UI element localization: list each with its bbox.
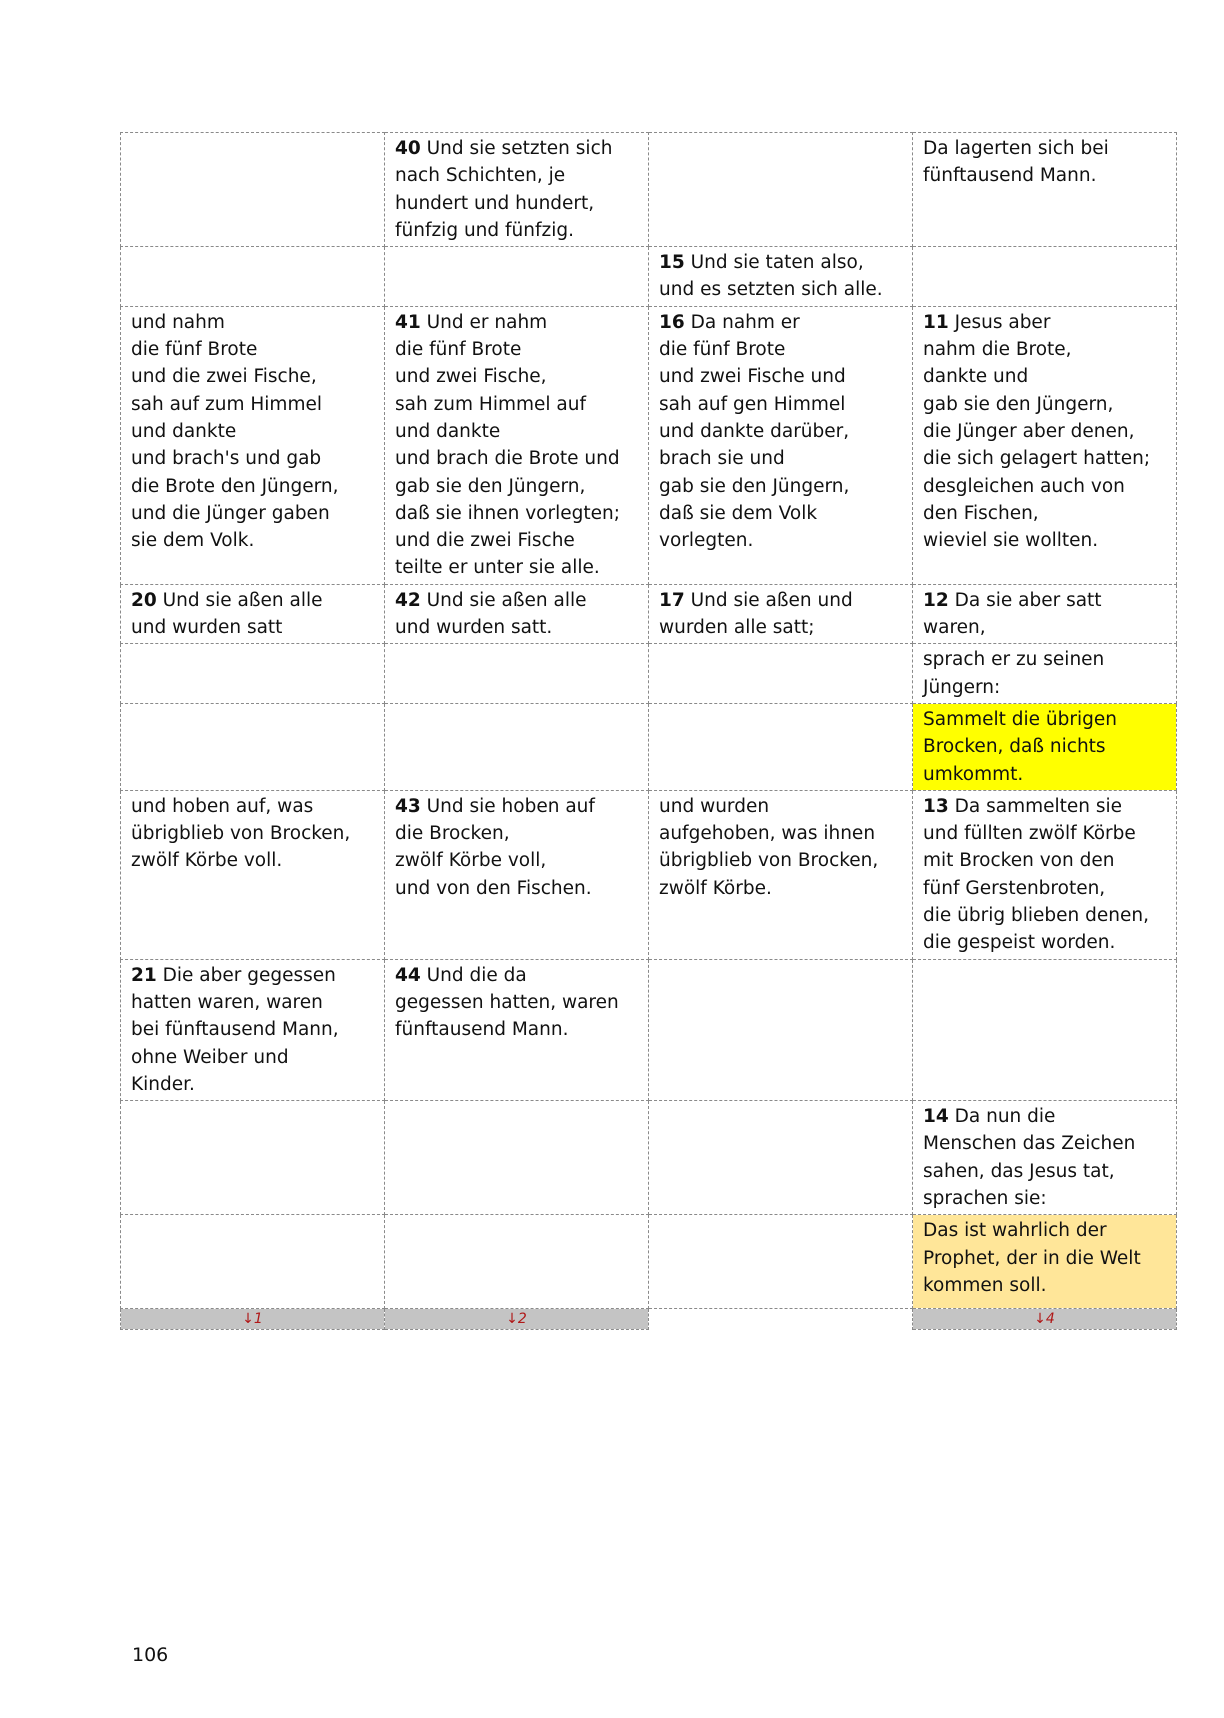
table-cell <box>121 703 385 790</box>
table-cell <box>121 133 385 247</box>
table-cell <box>121 584 385 644</box>
table-row <box>121 790 1177 959</box>
table-cell <box>913 790 1177 959</box>
table-cell <box>649 790 913 959</box>
verse-text: und wurden aufgehoben, was ihnen übrigblieb von Brocken, zwölf Körbe. <box>659 795 879 899</box>
synopsis-body <box>121 133 1177 1330</box>
table-cell <box>913 959 1177 1100</box>
table-cell <box>913 584 1177 644</box>
table-row <box>121 133 1177 247</box>
verse-number: 43 <box>395 795 421 817</box>
verse-number: 16 <box>659 311 685 333</box>
verse-text: Und er nahm die fünf Brote und zwei Fische, sah zum Himmel auf und dankte und brach die Brote und gab sie den Jüngern, daß sie ihnen vorlegten; und die zwei Fische teilte er unter sie alle. <box>395 311 620 579</box>
verse-text: Und sie taten also, und es setzten sich alle. <box>659 252 883 301</box>
table-row <box>121 584 1177 644</box>
table-cell <box>913 247 1177 307</box>
verse-text: Und sie aßen und wurden alle satt; <box>659 589 853 639</box>
verse-text: Das ist wahrlich der Prophet, der in die Welt kommen soll. <box>923 1220 1141 1296</box>
table-cell <box>121 790 385 959</box>
verse-text: und hoben auf, was übrigblieb von Brocken, zwölf Körbe voll. <box>131 795 351 872</box>
table-cell <box>385 703 649 790</box>
table-cell <box>385 247 649 307</box>
table-cell <box>649 1215 913 1309</box>
table-cell <box>649 1101 913 1215</box>
verse-text: Jesus aber nahm die Brote, dankte und gab sie den Jüngern, die Jünger aber denen, die sich gelagert hatten; desgleichen auch von den Fischen, wieviel sie wollten. <box>923 311 1151 552</box>
table-cell <box>649 959 913 1100</box>
verse-text: Da sammelten sie und füllten zwölf Körbe mit Brocken von den fünf Gerstenbroten, die übrig blieben denen, die gespeist worden. <box>923 795 1149 954</box>
table-cell <box>649 306 913 584</box>
table-cell <box>649 584 913 644</box>
verse-number: 20 <box>131 589 157 611</box>
table-cell <box>385 584 649 644</box>
table-cell <box>649 133 913 247</box>
table-cell <box>385 133 649 247</box>
verse-number: 17 <box>659 589 685 611</box>
table-row <box>121 1215 1177 1309</box>
nav-row <box>121 1309 1177 1330</box>
verse-text: Da lagerten sich bei fünftausend Mann. <box>923 138 1109 187</box>
table-cell <box>649 703 913 790</box>
table-row <box>121 306 1177 584</box>
table-cell <box>649 644 913 704</box>
table-row <box>121 644 1177 704</box>
verse-text: Die aber gegessen hatten waren, waren bei fünftausend Mann, ohne Weiber und Kinder. <box>131 964 339 1095</box>
table-cell <box>913 133 1177 247</box>
table-cell <box>121 644 385 704</box>
verse-number: 13 <box>923 795 949 817</box>
verse-text: Sammelt die übrigen Brocken, daß nichts umkommt. <box>923 708 1117 785</box>
table-cell <box>385 644 649 704</box>
verse-number: 41 <box>395 311 421 333</box>
table-cell <box>121 959 385 1100</box>
continue-link[interactable]: ↓4 <box>913 1309 1177 1330</box>
table-cell <box>121 1215 385 1309</box>
synopsis-table <box>120 132 1177 1330</box>
table-cell <box>913 1101 1177 1215</box>
verse-number: 21 <box>131 964 157 986</box>
table-row <box>121 1101 1177 1215</box>
verse-number: 11 <box>923 311 949 333</box>
verse-text: Und sie hoben auf die Brocken, zwölf Körbe voll, und von den Fischen. <box>395 795 595 899</box>
table-cell <box>649 247 913 307</box>
verse-text: sprach er zu seinen Jüngern: <box>923 649 1105 698</box>
verse-number: 40 <box>395 138 421 159</box>
nav-empty-cell <box>649 1309 913 1330</box>
verse-number: 12 <box>923 589 949 611</box>
page-number: 106 <box>132 1644 169 1666</box>
verse-text: und nahm die fünf Brote und die zwei Fische, sah auf zum Himmel und dankte und brach's und gab die Brote den Jüngern, und die Jünger gaben sie dem Volk. <box>131 311 339 552</box>
table-cell <box>121 1101 385 1215</box>
table-cell <box>385 959 649 1100</box>
continue-link[interactable]: ↓1 <box>121 1309 385 1330</box>
verse-text: Da sie aber satt waren, <box>923 589 1102 639</box>
table-row <box>121 959 1177 1100</box>
table-cell <box>385 1101 649 1215</box>
verse-text: Und sie setzten sich nach Schichten, je hundert und hundert, fünfzig und fünfzig. <box>395 138 613 241</box>
verse-text: Da nun die Menschen das Zeichen sahen, das Jesus tat, sprachen sie: <box>923 1106 1136 1209</box>
table-cell <box>121 247 385 307</box>
table-cell <box>913 703 1177 790</box>
table-cell <box>913 1215 1177 1309</box>
verse-text: Und die da gegessen hatten, waren fünftausend Mann. <box>395 964 619 1041</box>
continue-link[interactable]: ↓2 <box>385 1309 649 1330</box>
verse-number: 15 <box>659 252 685 274</box>
table-cell <box>913 306 1177 584</box>
table-cell <box>385 790 649 959</box>
verse-text: Da nahm er die fünf Brote und zwei Fische und sah auf gen Himmel und dankte darüber, brach sie und gab sie den Jüngern, daß sie dem Volk vorlegten. <box>659 311 850 552</box>
verse-number: 44 <box>395 964 421 986</box>
verse-text: Und sie aßen alle und wurden satt <box>131 589 323 639</box>
table-cell <box>913 644 1177 704</box>
table-cell <box>121 306 385 584</box>
table-row <box>121 703 1177 790</box>
table-row <box>121 247 1177 307</box>
verse-text: Und sie aßen alle und wurden satt. <box>395 589 587 639</box>
table-cell <box>385 1215 649 1309</box>
table-cell <box>385 306 649 584</box>
verse-number: 42 <box>395 589 421 611</box>
verse-number: 14 <box>923 1106 949 1128</box>
